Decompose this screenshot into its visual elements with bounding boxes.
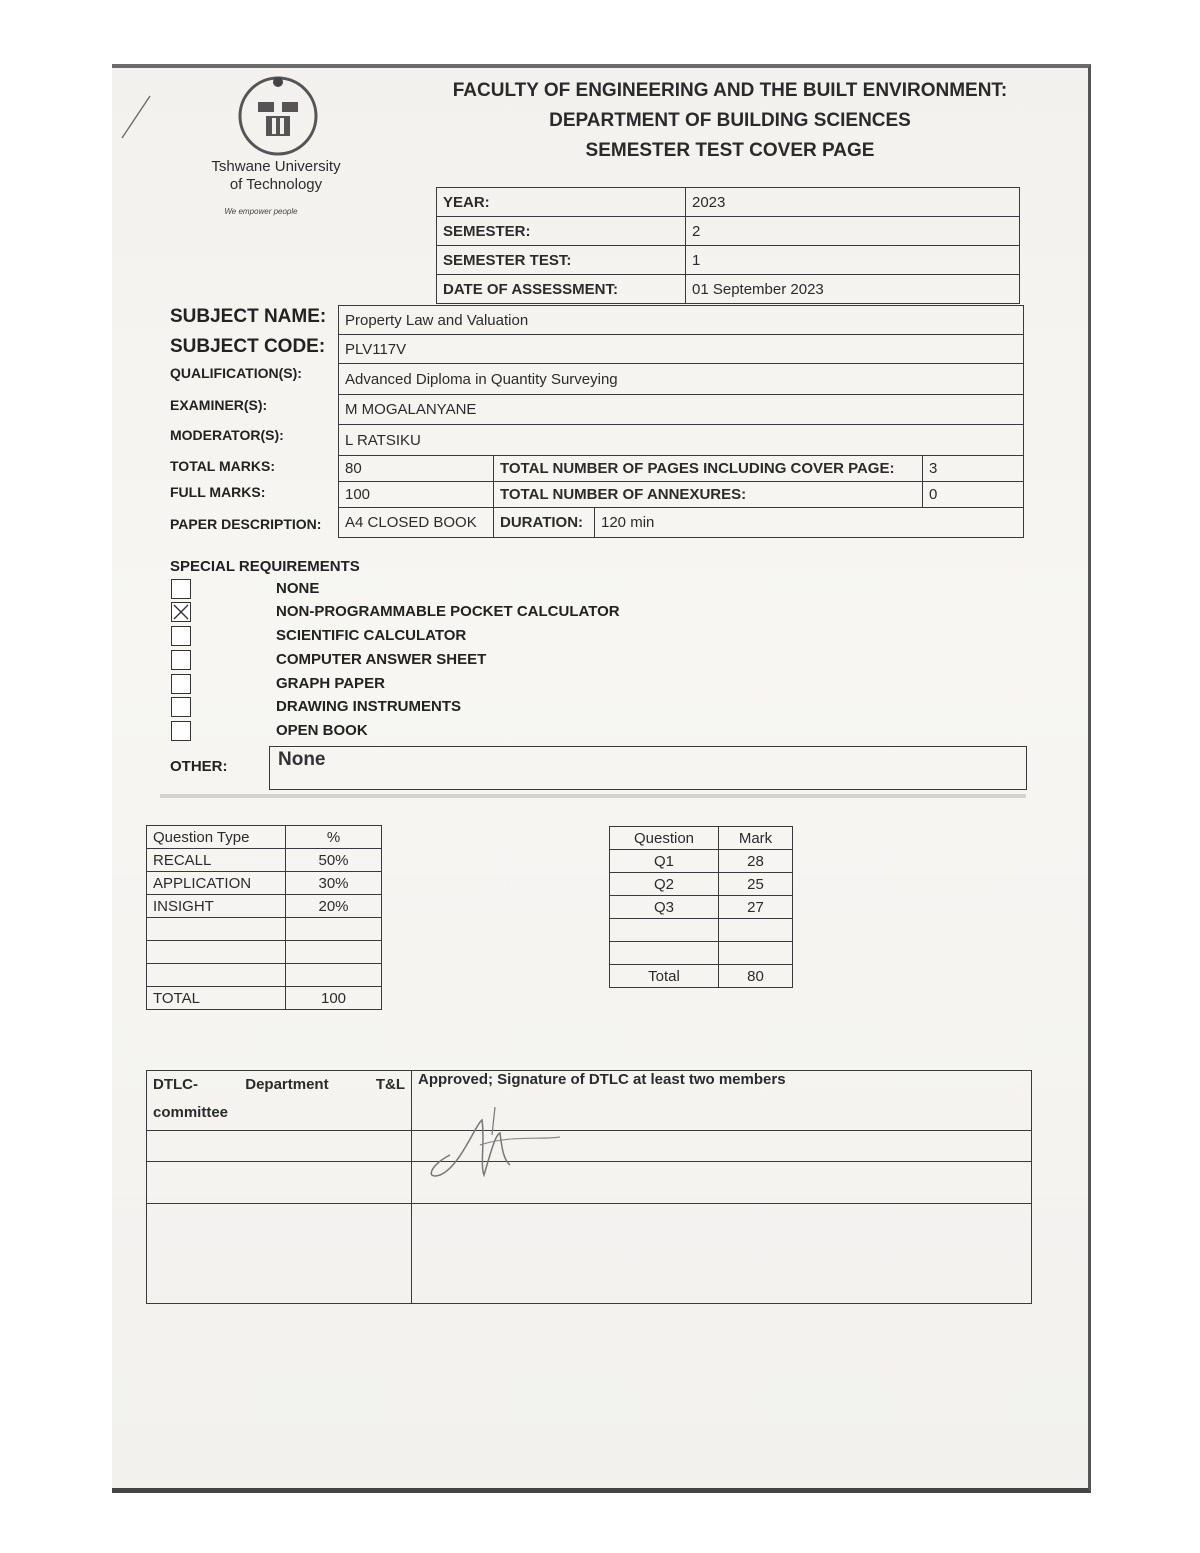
test-value: 1 <box>686 246 1020 275</box>
assessment-table <box>436 187 1020 304</box>
date-label: DATE OF ASSESSMENT: <box>437 275 686 304</box>
marks-table <box>609 826 793 988</box>
dtlc-label-2: Department <box>245 1076 329 1093</box>
subject-name-value: Property Law and Valuation <box>339 306 1024 335</box>
qtype-total-label: TOTAL <box>147 987 286 1010</box>
marks-mark-header: Mark <box>719 827 793 850</box>
examiner-label: EXAMINER(S): <box>170 397 268 413</box>
requirement-label: COMPUTER ANSWER SHEET <box>276 651 487 668</box>
moderator-value: L RATSIKU <box>339 425 1024 456</box>
question-type-table <box>146 825 382 1010</box>
year-value: 2023 <box>686 188 1020 217</box>
qtype-cell <box>147 941 286 964</box>
other-value: None <box>278 749 326 770</box>
total-marks-label: TOTAL MARKS: <box>170 458 275 474</box>
qtype-cell <box>286 941 382 964</box>
pen-mark <box>116 92 156 142</box>
requirement-label: GRAPH PAPER <box>276 675 385 692</box>
paper-description-value: A4 CLOSED BOOK <box>339 508 494 538</box>
requirement-checkbox[interactable] <box>171 674 191 694</box>
dtlc-cell <box>147 1131 412 1162</box>
qtype-cell <box>286 964 382 987</box>
requirement-label: NON-PROGRAMMABLE POCKET CALCULATOR <box>276 603 620 620</box>
requirement-checkbox[interactable] <box>171 602 191 622</box>
checked-x-icon <box>172 603 190 621</box>
marks-cell <box>719 919 793 942</box>
dtlc-approval-header: Approved; Signature of DTLC at least two members <box>412 1071 1032 1131</box>
marks-cell <box>610 942 719 965</box>
examiner-value: M MOGALANYANE <box>339 395 1024 425</box>
qtype-cell: APPLICATION <box>147 872 286 895</box>
qualification-value: Advanced Diploma in Quantity Surveying <box>339 364 1024 395</box>
requirement-checkbox[interactable] <box>171 721 191 741</box>
header-department: DEPARTMENT OF BUILDING SCIENCES <box>549 110 911 131</box>
dtlc-cell <box>147 1204 412 1304</box>
marks-cell: Q1 <box>610 850 719 873</box>
qtype-header: Question Type <box>147 826 286 849</box>
dtlc-cell <box>412 1204 1032 1304</box>
marks-total-value: 80 <box>719 965 793 988</box>
qtype-cell: 50% <box>286 849 382 872</box>
qtype-cell: 30% <box>286 872 382 895</box>
other-field <box>269 746 1027 790</box>
dtlc-table <box>146 1070 1032 1304</box>
dtlc-cell <box>147 1162 412 1204</box>
requirement-checkbox[interactable] <box>171 626 191 646</box>
requirement-checkbox[interactable] <box>171 697 191 717</box>
moderator-label: MODERATOR(S): <box>170 427 284 443</box>
qtype-total-value: 100 <box>286 987 382 1010</box>
requirement-checkbox[interactable] <box>171 650 191 670</box>
qtype-cell: RECALL <box>147 849 286 872</box>
semester-value: 2 <box>686 217 1020 246</box>
qtype-cell: 20% <box>286 895 382 918</box>
test-label: SEMESTER TEST: <box>437 246 686 275</box>
marks-question-header: Question <box>610 827 719 850</box>
semester-label: SEMESTER: <box>437 217 686 246</box>
date-value: 01 September 2023 <box>686 275 1020 304</box>
total-marks-value: 80 <box>339 456 494 482</box>
special-requirements-title: SPECIAL REQUIREMENTS <box>170 558 360 575</box>
header-title: SEMESTER TEST COVER PAGE <box>585 140 875 161</box>
university-name-line2: of Technology <box>229 176 323 193</box>
requirement-label: DRAWING INSTRUMENTS <box>276 698 461 715</box>
total-pages-label: TOTAL NUMBER OF PAGES INCLUDING COVER PAGE: <box>494 456 923 482</box>
qtype-cell <box>147 918 286 941</box>
dtlc-label-3: T&L <box>375 1076 405 1093</box>
qualification-label: QUALIFICATION(S): <box>170 365 302 381</box>
full-marks-value: 100 <box>339 482 494 508</box>
qtype-cell <box>147 964 286 987</box>
marks-cell <box>719 942 793 965</box>
tut-logo <box>236 72 320 156</box>
scan-artifact-line <box>160 794 1026 798</box>
total-annexures-value: 0 <box>923 482 1024 508</box>
marks-cell: 27 <box>719 896 793 919</box>
university-name <box>196 158 356 194</box>
paper-description-label: PAPER DESCRIPTION: <box>170 516 322 532</box>
dtlc-label-4: committee <box>153 1104 229 1121</box>
requirement-label: OPEN BOOK <box>276 722 368 739</box>
other-label: OTHER: <box>170 758 228 775</box>
requirement-checkbox[interactable] <box>171 579 191 599</box>
marks-cell <box>610 919 719 942</box>
year-label: YEAR: <box>437 188 686 217</box>
subject-code-value: PLV117V <box>339 335 1024 364</box>
university-name-line1: Tshwane University <box>211 158 341 175</box>
duration-label: DURATION: <box>494 508 595 538</box>
handwritten-signature <box>420 1095 580 1185</box>
marks-total-label: Total <box>610 965 719 988</box>
qtype-cell: INSIGHT <box>147 895 286 918</box>
marks-cell: Q2 <box>610 873 719 896</box>
full-marks-label: FULL MARKS: <box>170 484 266 500</box>
subject-table <box>338 305 1024 538</box>
marks-cell: Q3 <box>610 896 719 919</box>
header-faculty: FACULTY OF ENGINEERING AND THE BUILT ENVIRONMENT: <box>452 80 1008 101</box>
duration-value: 120 min <box>595 508 1024 538</box>
total-pages-value: 3 <box>923 456 1024 482</box>
dtlc-label-1: DTLC- <box>153 1076 198 1093</box>
qtype-percent-header: % <box>286 826 382 849</box>
subject-code-label: SUBJECT CODE: <box>170 336 326 357</box>
dtlc-committee-header <box>147 1071 412 1131</box>
marks-cell: 25 <box>719 873 793 896</box>
subject-name-label: SUBJECT NAME: <box>170 306 327 327</box>
requirement-label: NONE <box>276 580 320 597</box>
requirement-label: SCIENTIFIC CALCULATOR <box>276 627 467 644</box>
qtype-cell <box>286 918 382 941</box>
marks-cell: 28 <box>719 850 793 873</box>
total-annexures-label: TOTAL NUMBER OF ANNEXURES: <box>494 482 923 508</box>
university-motto: We empower people <box>224 207 298 216</box>
